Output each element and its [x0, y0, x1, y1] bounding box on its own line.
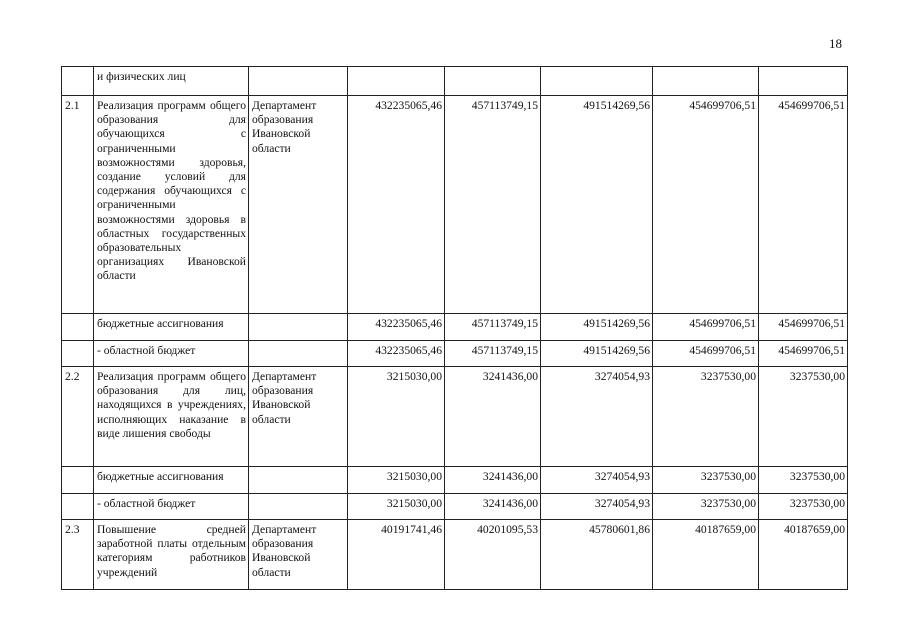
row-value-4: 40187659,00: [653, 520, 759, 590]
row-value-5: 454699706,51: [759, 341, 848, 367]
row-value-2: 457113749,15: [445, 314, 541, 341]
row-value-1: 3215030,00: [348, 367, 445, 467]
row-name: Реализация программ общего образования для обучающихся с ограниченными возможностями здоровья, создание условий для содержания обучающихся с ограниченными возможностями здоровья в областных государственных образовательных организациях Ивановской области: [94, 96, 249, 314]
row-index: 2.3: [62, 520, 94, 590]
row-executor: Департамент образования Ивановской области: [249, 367, 348, 467]
table-row: [62, 67, 848, 96]
row-value-1: 432235065,46: [348, 314, 445, 341]
row-value-4: 3237530,00: [653, 467, 759, 494]
row-index: [62, 494, 94, 520]
table-row: [62, 96, 848, 314]
table-row: [62, 314, 848, 341]
row-index: 2.2: [62, 367, 94, 467]
row-value-1: 432235065,46: [348, 341, 445, 367]
table-row: [62, 341, 848, 367]
row-value-4: 454699706,51: [653, 96, 759, 314]
row-value-5: 40187659,00: [759, 520, 848, 590]
row-value-2: 3241436,00: [445, 494, 541, 520]
row-value-1: [348, 67, 445, 96]
row-index: [62, 341, 94, 367]
row-value-3: 3274054,93: [541, 467, 653, 494]
row-value-1: 40191741,46: [348, 520, 445, 590]
row-index: [62, 314, 94, 341]
row-index: [62, 467, 94, 494]
row-value-1: 432235065,46: [348, 96, 445, 314]
row-value-4: [653, 67, 759, 96]
row-value-3: 3274054,93: [541, 367, 653, 467]
row-name: - областной бюджет: [94, 494, 249, 520]
budget-table: [61, 66, 848, 590]
table-row: [62, 494, 848, 520]
row-executor: [249, 341, 348, 367]
row-value-2: 457113749,15: [445, 341, 541, 367]
row-name: и физических лиц: [94, 67, 249, 96]
row-executor: [249, 494, 348, 520]
row-name: бюджетные ассигнования: [94, 314, 249, 341]
row-executor: Департамент образования Ивановской области: [249, 520, 348, 590]
row-index: 2.1: [62, 96, 94, 314]
row-value-2: 3241436,00: [445, 367, 541, 467]
row-name: Реализация программ общего образования для лиц, находящихся в учреждениях, исполняющих наказание в виде лишения свободы: [94, 367, 249, 467]
row-value-5: 3237530,00: [759, 467, 848, 494]
row-value-4: 3237530,00: [653, 494, 759, 520]
row-value-2: 40201095,53: [445, 520, 541, 590]
row-executor: Департамент образования Ивановской области: [249, 96, 348, 314]
row-value-1: 3215030,00: [348, 494, 445, 520]
row-value-3: 45780601,86: [541, 520, 653, 590]
row-name: Повышение средней заработной платы отдельным категориям работников учреждений: [94, 520, 249, 590]
row-value-1: 3215030,00: [348, 467, 445, 494]
table-row: [62, 467, 848, 494]
page-number: 18: [829, 36, 842, 51]
row-value-3: 491514269,56: [541, 341, 653, 367]
row-name: - областной бюджет: [94, 341, 249, 367]
row-value-5: [759, 67, 848, 96]
table-row: [62, 367, 848, 467]
row-value-5: 454699706,51: [759, 96, 848, 314]
row-value-4: 454699706,51: [653, 314, 759, 341]
row-value-3: 3274054,93: [541, 494, 653, 520]
table-body: [62, 67, 848, 590]
row-value-2: 3241436,00: [445, 467, 541, 494]
row-value-5: 454699706,51: [759, 314, 848, 341]
row-value-3: 491514269,56: [541, 96, 653, 314]
row-value-4: 454699706,51: [653, 341, 759, 367]
row-value-2: [445, 67, 541, 96]
row-executor: [249, 314, 348, 341]
row-index: [62, 67, 94, 96]
row-executor: [249, 467, 348, 494]
row-value-5: 3237530,00: [759, 494, 848, 520]
row-value-4: 3237530,00: [653, 367, 759, 467]
row-value-3: [541, 67, 653, 96]
row-name: бюджетные ассигнования: [94, 467, 249, 494]
row-value-2: 457113749,15: [445, 96, 541, 314]
table-row: [62, 520, 848, 590]
row-value-5: 3237530,00: [759, 367, 848, 467]
row-executor: [249, 67, 348, 96]
row-value-3: 491514269,56: [541, 314, 653, 341]
